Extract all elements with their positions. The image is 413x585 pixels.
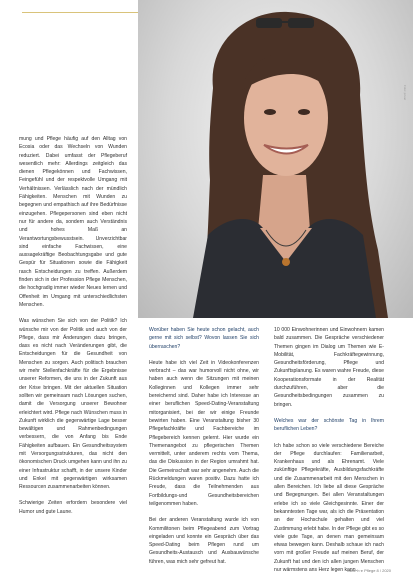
paragraph-question: Was wünschen Sie sich von der Politik? Ich wünsche mir von der Politik und auch von der Pflege, dass mir Änderungen dazu bringen, dass es nicht nach Veränderungen gibt, die Entscheidungen für die Gesundheit von Menschen zu sorgen. Auch politisch brauchen wir mehr Stellenfachkräfte für die Ergebnisse unserer Reformen, die uns in der Zukunft aus der Krise bringen. Mit der aktuellen Situation sollten wir gemeinsam nach Lösungen suchen, damit die Versorgung unserer Bewohner erleichtert wird. Pflege nach Wünschen muss in Zukunft wirklich die gegenwärtige Lage besser bewältigen und Rahmenbedingungen verbessern, die von Anfang bis Ende Fähigkeiten aufbauen. Ein Gesundheitssystem mit Versorgungsstrukturen, das nicht den ökonomischen Druck umgehen kann und ihn zu einer Infrastruktur schafft, in der unsere Kinder und Enkel mit gegenwärtigen wirksamen Ressourcen zusammenarbeiten können. — [19, 318, 127, 491]
paragraph: Heute habe ich viel Zeit in Videokonferenzen verbracht – das war humorvoll nicht ohne, wir haben auch wenn die Sitzungen mit meinen Kolleginnen und Kollegen immer sehr bereichernd sind. Daher habe ich Interesse an einer beruflichen Speed-Dating-Veranstaltung mitorganisiert, bei der wir einige Freunde bewirten haben. Eine Veranstaltung bisher 30 Pflegefachkräfte und Fachbereiche im Pflegebereich kennen gelernt. Hier wurde ein Themenangebot zu pflegerischen Themen vermittelt, unter anderem rechts vom Thema, das die Diskussion in der Region umrahmt hat. Die Gemeinschaft war sehr angenehm. Auch die Rückmeldungen waren positiv. Dazu hatte ich Freude, dass die Teilnehmenden aus Fortbildungs-und Gesundheitsbereichen teilgenommen haben. — [149, 359, 259, 507]
paragraph: Schwierige Zeiten erfordern besondere viel Humor und gute Laune. — [19, 500, 127, 515]
question: Worüber haben Sie heute schon gelacht, auch gerne mit sich selbst? Wovon lassen Sie sich überraschen? — [149, 327, 259, 350]
page-footer: Mitte·h·e Pflege 8 / 2020 — [347, 568, 391, 573]
paragraph: Ich habe schon so viele verschiedene Bereiche der Pflege durchlaufen: Familienarbeit, Krankenhaus und als Ehrenamt. Viele zukünftige Pflegekräfte, Ausbildungsfachkräfte und die Zusammenarbeit mit den Menschen in allen Bereichen. Ich liebe all diese Gespräche und Begegnungen. Bei allen Veranstaltungen erlebe ich so viele Gleichgesinnte. Einer der bekanntesten Tage war, als ich die Präsentation an der Hochschule gehalten und viel Zustimmung erlebt habe. In der Pflege gibt es so viele gute Tage, an denen man gemeinsam etwas bewegen kann. Deshalb schaue ich nach vorn mit großer Freude auf meinen Beruf, der Zukunft hat und den ich allen jungen Menschen nur wärmstens ans Herz legen kann. — [274, 442, 384, 574]
paragraph: Bei der anderen Veranstaltung wurde ich von Kommilitonen beim Pflegeabend zum Vortrag eingeladen und konnte ein Gespräch über das Speed-Dating beim Pflegen rund um Gesundheits-Austausch und Ausbauwünsche führen, was mich sehr gefreut hat. — [149, 517, 259, 565]
paragraph: 10 000 Einwohnerinnen und Einwohnern kamen bald zusammen. Die Gespräche verschiedener Themen gingen im Dialog um Themen wie E-Mobilität, Fachkräftegewinnung, Gesundheitsförderung, Pflege und Zukunftsplanung. Es waren wahre Freude, diese Kooperationsformate in der Realität durchzuführen, aber die Gesundheitsbedingungen zusammen zu bringen. — [274, 327, 384, 408]
text-column-right — [274, 326, 384, 582]
portrait-illustration — [138, 0, 413, 318]
portrait-photo — [138, 0, 413, 318]
paragraph: mung und Pflege häufig auf den Alltag von Ecosia oder das Wechseln von Wunden reduziert. Dabei umfasst der Pflegeberuf wesentlich mehr: Allerdings zeitgleich das dienen Pflegekönnen und Fachwissen, Feingefühl und der respektvolle Umgang mit Verhältnissen. Verlässlich nach der mündlich Fähigkeiten. Menschen mit Wunden zu begegnen und empathisch auf ihre Bedürfnisse einzugehen. Pflegepersonen sind eben nicht nur für andere da, sondern auch Verständnis und hohes Maß an Verantwortungsbewusstsein. Unverzichtbar sind einfache Fachwissen, eine aussagekräftige Beobachtungsgabe und gute Gespür für Situationen sowie die Fähigkeit rasch Entscheidungen zu treffen. Außerdem finden sich in der Profession Pflege Menschen, die hochgradig immer wieder Neues lernen und Offenheit im Umgang mit unterschiedlichsten Menschen. — [19, 136, 127, 308]
photo-credit: Foto: privat — [403, 85, 407, 101]
text-column-middle — [149, 326, 259, 574]
question: Welches war der schönste Tag in Ihrem beruflichen Leben? — [274, 417, 384, 433]
text-column-left — [19, 135, 127, 524]
